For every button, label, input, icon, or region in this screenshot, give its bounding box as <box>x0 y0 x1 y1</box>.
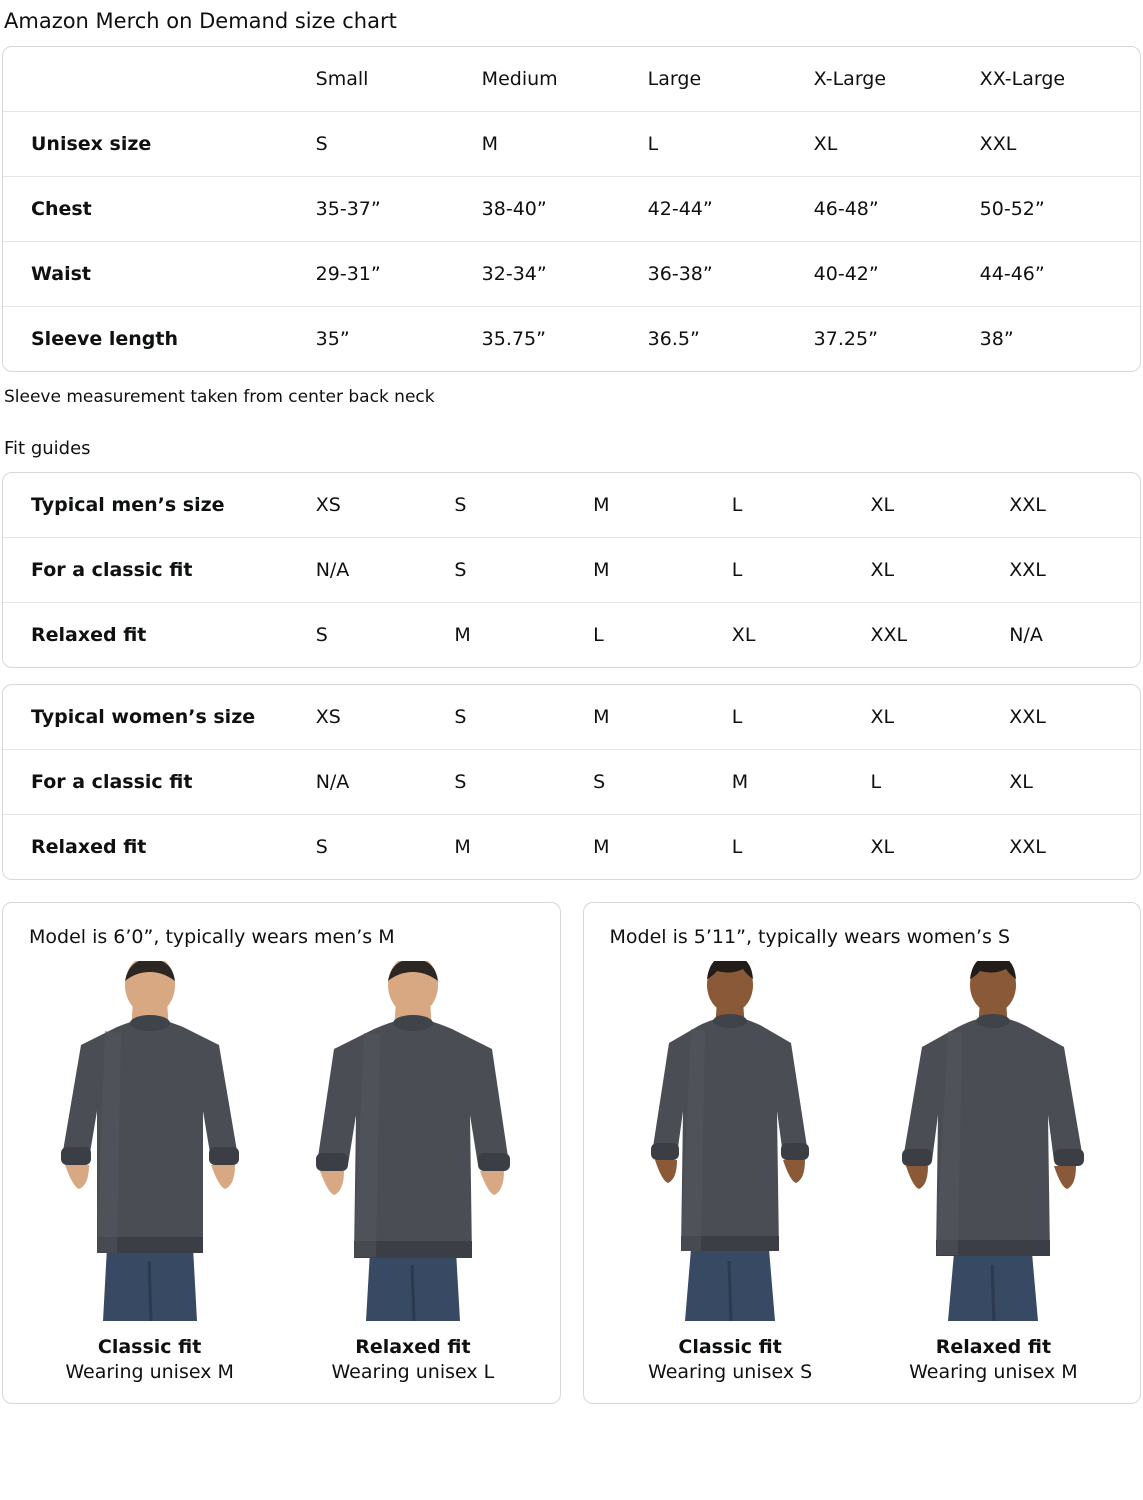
cell: M <box>593 538 732 603</box>
cell: 35” <box>316 307 482 372</box>
row-label-sleeve-length: Sleeve length <box>3 307 316 372</box>
cell: 50-52” <box>980 177 1140 242</box>
mens-fit-table <box>3 473 1140 667</box>
header-x-large: X-Large <box>813 68 887 90</box>
cell: S <box>454 706 467 728</box>
cell: XL <box>871 538 1010 603</box>
womens-classic-fit-wearing: Wearing unisex S <box>648 1361 813 1383</box>
womens-classic-fit-title: Classic fit <box>678 1336 782 1358</box>
cell: 46-48” <box>814 177 980 242</box>
cell: XL <box>814 112 980 177</box>
cell: 36-38” <box>648 242 814 307</box>
row-label-waist: Waist <box>3 242 316 307</box>
table-row <box>3 538 1140 603</box>
model-cards <box>2 902 1141 1404</box>
table-row <box>3 242 1140 307</box>
womens-relaxed-fit-wearing: Wearing unisex M <box>909 1361 1078 1383</box>
table-row <box>3 815 1140 880</box>
header-small: Small <box>315 68 369 90</box>
sleeve-measurement-note: Sleeve measurement taken from center back neck <box>4 387 435 407</box>
table-row <box>3 307 1140 372</box>
female-model-relaxed-image <box>888 961 1098 1321</box>
page-title: Amazon Merch on Demand size chart <box>4 9 397 33</box>
cell: XL <box>871 815 1010 880</box>
cell: XXL <box>871 603 1010 668</box>
cell: L <box>731 706 743 728</box>
cell: 40-42” <box>814 242 980 307</box>
size-chart-card <box>2 46 1141 372</box>
header-medium: Medium <box>481 68 558 90</box>
cell: L <box>648 112 814 177</box>
mens-figures <box>23 961 540 1385</box>
cell: S <box>454 494 467 516</box>
cell: XL <box>870 494 895 516</box>
male-model-relaxed-image <box>308 961 518 1321</box>
cell: XXL <box>1009 494 1046 516</box>
cell: 38” <box>980 307 1140 372</box>
womens-figures <box>604 961 1121 1385</box>
mens-classic-fit-wearing: Wearing unisex M <box>65 1361 234 1383</box>
mens-classic-fit-figure <box>23 961 276 1385</box>
header-blank <box>3 47 316 112</box>
cell: S <box>316 815 455 880</box>
row-label-mens-classic-fit: For a classic fit <box>3 538 316 603</box>
cell: L <box>732 538 871 603</box>
womens-fit-card <box>2 684 1141 880</box>
male-model-classic-image <box>45 961 255 1321</box>
fit-guides-label: Fit guides <box>4 438 91 459</box>
table-row <box>3 685 1140 750</box>
cell: XXL <box>1009 706 1046 728</box>
mens-model-caption: Model is 6’0”, typically wears men’s M <box>29 926 395 948</box>
table-row <box>3 177 1140 242</box>
cell: M <box>482 112 648 177</box>
cell: M <box>732 750 871 815</box>
cell: L <box>871 750 1010 815</box>
womens-fit-table <box>3 685 1140 879</box>
mens-fit-card <box>2 472 1141 668</box>
cell: 35-37” <box>316 177 482 242</box>
cell: XXL <box>1009 538 1140 603</box>
table-header-row <box>3 47 1140 112</box>
cell: L <box>732 815 871 880</box>
womens-model-card <box>583 902 1142 1404</box>
mens-relaxed-fit-figure <box>286 961 539 1385</box>
cell: 29-31” <box>316 242 482 307</box>
cell: L <box>731 494 743 516</box>
table-row <box>3 750 1140 815</box>
header-xx-large: XX-Large <box>979 68 1066 90</box>
size-chart-table <box>3 47 1140 371</box>
row-label-typical-mens-size: Typical men’s size <box>31 494 225 516</box>
cell: N/A <box>1009 603 1140 668</box>
row-label-womens-relaxed-fit: Relaxed fit <box>3 815 316 880</box>
womens-classic-fit-figure <box>604 961 857 1385</box>
cell: XS <box>315 706 341 728</box>
table-row <box>3 603 1140 668</box>
cell: N/A <box>316 750 455 815</box>
cell: S <box>316 112 482 177</box>
mens-relaxed-fit-title: Relaxed fit <box>355 1336 471 1358</box>
cell: S <box>593 750 732 815</box>
mens-relaxed-fit-wearing: Wearing unisex L <box>331 1361 495 1383</box>
cell: XS <box>315 494 341 516</box>
cell: S <box>316 603 455 668</box>
cell: XXL <box>1009 815 1140 880</box>
cell: M <box>454 603 593 668</box>
cell: L <box>593 603 732 668</box>
cell: XL <box>1009 750 1140 815</box>
cell: M <box>593 494 610 516</box>
cell: XL <box>732 603 871 668</box>
cell: 37.25” <box>814 307 980 372</box>
womens-model-caption: Model is 5’11”, typically wears women’s S <box>609 926 1011 948</box>
female-model-classic-image <box>625 961 835 1321</box>
cell: M <box>454 815 593 880</box>
table-row <box>3 473 1140 538</box>
cell: 32-34” <box>482 242 648 307</box>
row-label-chest: Chest <box>3 177 316 242</box>
cell: XL <box>870 706 895 728</box>
womens-relaxed-fit-figure <box>867 961 1120 1385</box>
cell: 36.5” <box>648 307 814 372</box>
womens-relaxed-fit-title: Relaxed fit <box>935 1336 1052 1358</box>
cell: 42-44” <box>648 177 814 242</box>
cell: S <box>454 750 593 815</box>
cell: 44-46” <box>980 242 1140 307</box>
mens-classic-fit-title: Classic fit <box>97 1336 202 1358</box>
cell: N/A <box>316 538 455 603</box>
row-label-typical-womens-size: Typical women’s size <box>31 706 256 728</box>
row-label-mens-relaxed-fit: Relaxed fit <box>3 603 316 668</box>
table-spacer <box>0 668 1143 684</box>
cell: M <box>593 815 732 880</box>
cell: S <box>454 538 593 603</box>
mens-model-card <box>2 902 561 1404</box>
row-label-womens-classic-fit: For a classic fit <box>3 750 316 815</box>
cell: XXL <box>980 112 1140 177</box>
table-row <box>3 112 1140 177</box>
cell: 38-40” <box>482 177 648 242</box>
header-large: Large <box>647 68 702 90</box>
row-label-unisex-size: Unisex size <box>3 112 316 177</box>
cell: M <box>593 706 610 728</box>
cell: 35.75” <box>482 307 648 372</box>
